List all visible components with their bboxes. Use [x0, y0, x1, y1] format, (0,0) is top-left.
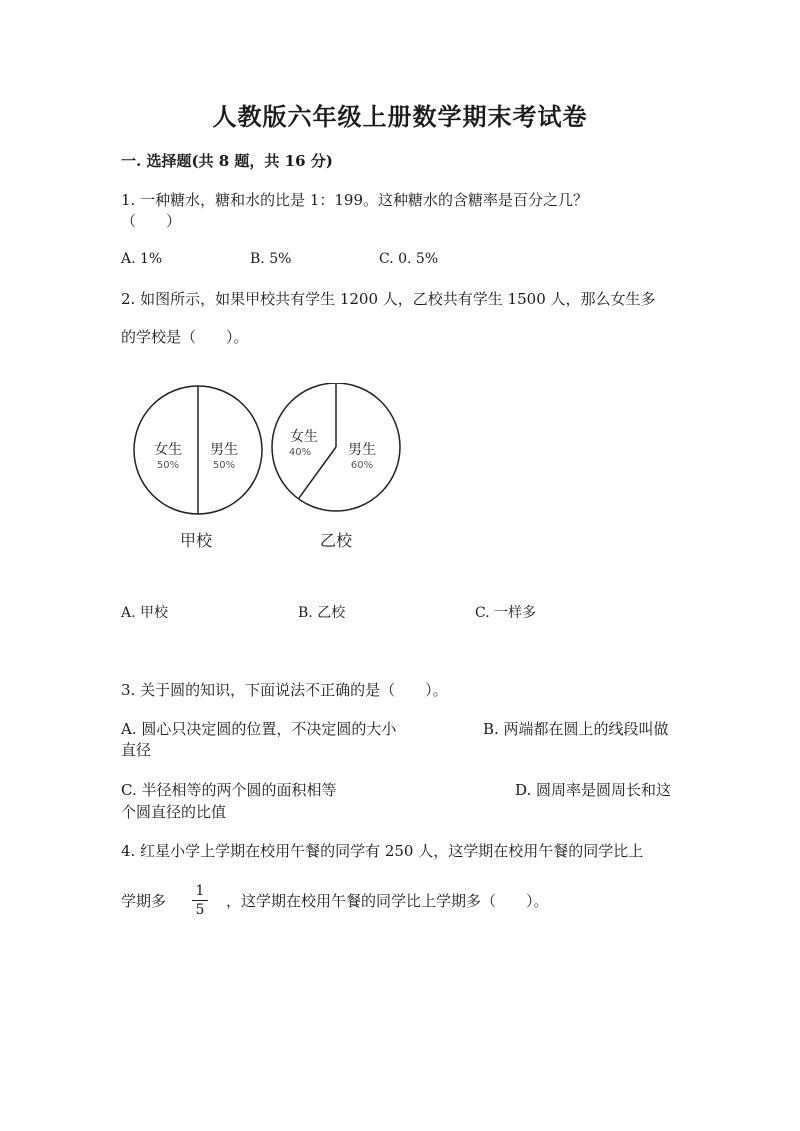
page-title: 人教版六年级上册数学期末考试卷 [212, 102, 588, 131]
question-1-text: 1. 一种糖水，糖和水的比是 1：199。这种糖水的含糖率是百分之几？ [121, 191, 589, 209]
fraction-bar [192, 900, 208, 901]
section-heading: 一. 选择题(共 8 题，共 16 分) [121, 152, 333, 170]
pie-b-girls-percent: 40% [288, 447, 312, 458]
pie-charts-figure [128, 383, 418, 563]
question-2-text: 2. 如图所示，如果甲校共有学生 1200 人，乙校共有学生 1500 人，那么女生多 [121, 290, 656, 308]
fraction-numerator: 1 [195, 883, 205, 899]
question-4-text-prefix: 学期多 [121, 892, 167, 910]
question-4-text-suffix: ，这学期在校用午餐的同学比上学期多（ ）。 [226, 892, 549, 910]
pie-b-boys-percent: 60% [350, 460, 374, 471]
pie-b-name: 乙校 [319, 531, 353, 550]
pie-b-girls-label: 女生 [290, 429, 318, 445]
fraction-denominator: 5 [195, 902, 205, 918]
pie-a-girls-label: 女生 [154, 442, 182, 458]
pie-charts-svg [128, 383, 418, 563]
question-3-text: 3. 关于圆的知识，下面说法不正确的是（ ）。 [121, 681, 448, 699]
question-1-option-c[interactable]: C. 0. 5% [379, 251, 439, 267]
pie-b-boys-label: 男生 [348, 442, 376, 458]
question-4-text: 4. 红星小学上学期在校用午餐的同学有 250 人，这学期在校用午餐的同学比上 [121, 842, 644, 860]
question-2-option-a[interactable]: A. 甲校 [121, 605, 169, 621]
pie-a-name: 甲校 [179, 531, 213, 550]
pie-a-boys-percent: 50% [212, 460, 236, 471]
question-3-option-a-cont: 直径 [121, 741, 152, 759]
question-2-option-b[interactable]: B. 乙校 [298, 605, 346, 621]
pie-a-boys-label: 男生 [210, 442, 238, 458]
question-2-option-c[interactable]: C. 一样多 [475, 605, 537, 621]
question-3-option-c[interactable]: C. 半径相等的两个圆的面积相等 [121, 781, 337, 799]
question-3-option-a[interactable]: A. 圆心只决定圆的位置，不决定圆的大小 [121, 720, 397, 738]
question-1-blank: （ ） [121, 212, 182, 230]
question-3-option-d[interactable]: D. 圆周率是圆周长和这 [515, 781, 672, 799]
question-3-option-b[interactable]: B. 两端都在圆上的线段叫做 [483, 720, 669, 738]
question-2-text-cont: 的学校是（ ）。 [121, 328, 249, 346]
question-3-option-cd-cont: 个圆直径的比值 [121, 803, 227, 821]
fraction-one-fifth [190, 883, 210, 918]
pie-a-girls-percent: 50% [156, 460, 180, 471]
question-1-option-b[interactable]: B. 5% [250, 251, 292, 267]
question-1-option-a[interactable]: A. 1% [121, 251, 163, 267]
